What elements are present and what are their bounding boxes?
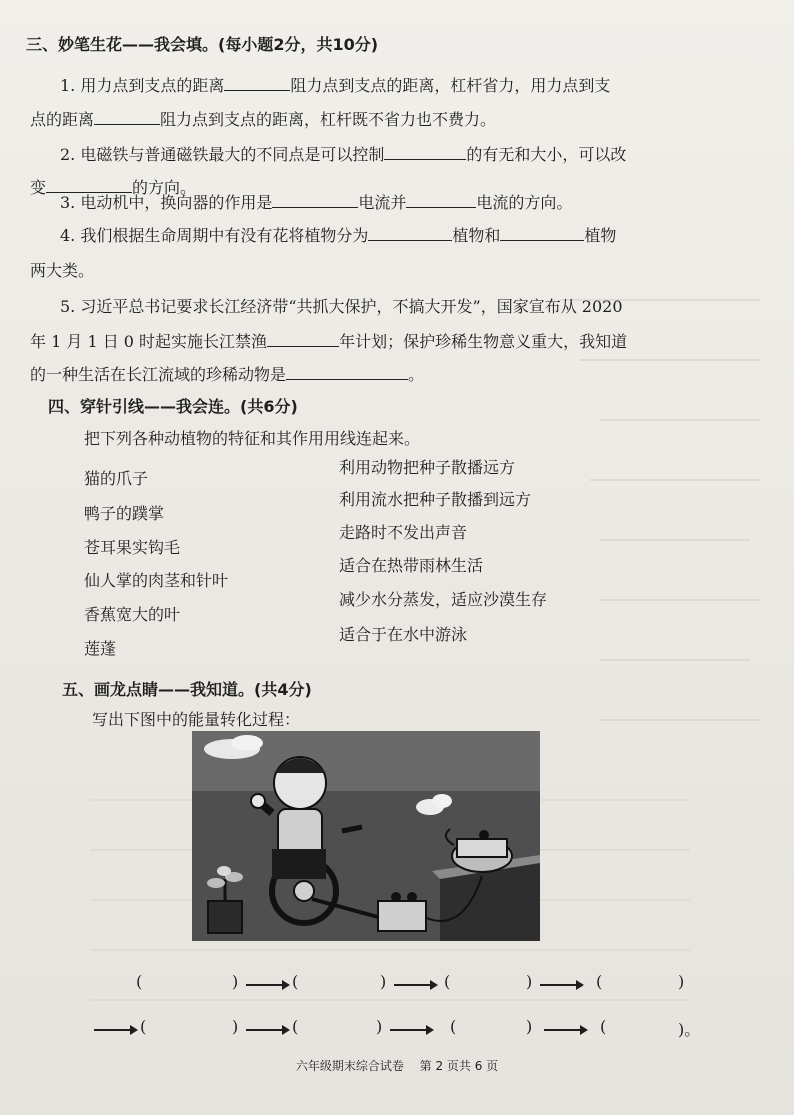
- footer-page-number: 第 2 页共 6 页: [419, 1059, 499, 1073]
- arrow-right-icon: [390, 1029, 430, 1031]
- footer-exam-name: 六年级期末综合试卷: [295, 1059, 404, 1073]
- chain-open-paren: (: [450, 1017, 457, 1036]
- chain-open-paren: (: [292, 1017, 299, 1036]
- energy-conversion-illustration: [192, 731, 540, 941]
- answer-blank[interactable]: [384, 143, 466, 160]
- match-right-item[interactable]: 走路时不发出声音: [339, 523, 468, 542]
- q4-text-c: 植物: [584, 226, 617, 245]
- q3-text-b: 电流并: [358, 193, 407, 212]
- match-left-item[interactable]: 鸭子的蹼掌: [84, 504, 165, 523]
- arrow-right-icon: [246, 1029, 286, 1031]
- section5-heading: 五、画龙点睛——我知道。(共4分): [62, 680, 312, 699]
- match-right-item[interactable]: 利用动物把种子散播远方: [339, 458, 516, 477]
- match-left-item[interactable]: 仙人掌的肉茎和针叶: [84, 571, 229, 590]
- q5-text-c: 年计划；保护珍稀生物意义重大，我知道: [339, 332, 628, 351]
- answer-blank[interactable]: [406, 191, 476, 208]
- section4-instruction: 把下列各种动植物的特征和其作用用线连起来。: [84, 429, 421, 448]
- answer-blank[interactable]: [272, 191, 358, 208]
- answer-blank[interactable]: [94, 108, 160, 125]
- section4-heading: 四、穿针引线——我会连。(共6分): [48, 397, 298, 416]
- boy-bicycle-generator-kettle-icon: [192, 731, 540, 941]
- chain-close-paren: ): [678, 972, 685, 991]
- match-left-item[interactable]: 猫的爪子: [84, 469, 149, 488]
- match-right-item[interactable]: 利用流水把种子散播到远方: [339, 490, 532, 509]
- match-left-item[interactable]: 香蕉宽大的叶: [84, 605, 181, 624]
- question-3-4-line1: [60, 224, 616, 247]
- answer-blank[interactable]: [224, 74, 290, 91]
- question-3-1-line1: [60, 74, 610, 97]
- question-3-2-line1: [60, 143, 626, 166]
- chain-end-paren: )。: [678, 1020, 701, 1039]
- match-right-item[interactable]: 减少水分蒸发，适应沙漠生存: [339, 590, 548, 609]
- arrow-right-icon: [544, 1029, 584, 1031]
- section3-heading: 三、妙笔生花——我会填。(每小题2分，共10分): [26, 35, 379, 54]
- chain-open-paren: (: [444, 972, 451, 991]
- chain-open-paren: (: [292, 972, 299, 991]
- question-3-4-line2: 两大类。: [30, 261, 95, 280]
- answer-blank[interactable]: [368, 224, 452, 241]
- q1-text-a: 1. 用力点到支点的距离: [60, 76, 225, 95]
- arrow-right-icon: [246, 984, 286, 986]
- question-3-1-line2: [30, 108, 496, 131]
- q2-text-b: 的有无和大小，可以改: [466, 145, 627, 164]
- match-right-item[interactable]: 适合于在水中游泳: [339, 625, 468, 644]
- q1-text-c: 点的距离: [30, 110, 95, 129]
- question-3-5-line2: [30, 330, 627, 353]
- q3-text-a: 3. 电动机中，换向器的作用是: [60, 193, 273, 212]
- question-3-5-line3: [30, 363, 424, 386]
- page-footer: [0, 1057, 794, 1074]
- question-3-5-line1: 5. 习近平总书记要求长江经济带“共抓大保护，不搞大开发”，国家宣布从 2020: [60, 297, 623, 316]
- chain-close-paren: ): [232, 972, 239, 991]
- chain-open-paren: (: [140, 1017, 147, 1036]
- q5-text-e: 。: [408, 365, 425, 384]
- q5-text-b: 年 1 月 1 日 0 时起实施长江禁渔: [30, 332, 268, 351]
- q2-text-c: 变: [30, 178, 47, 197]
- q4-text-a: 4. 我们根据生命周期中有没有花将植物分为: [60, 226, 369, 245]
- answer-blank[interactable]: [500, 224, 584, 241]
- question-3-3: [60, 191, 572, 214]
- arrow-right-icon: [540, 984, 580, 986]
- q5-text-d: 的一种生活在长江流域的珍稀动物是: [30, 365, 287, 384]
- answer-blank[interactable]: [267, 330, 339, 347]
- chain-open-paren: (: [136, 972, 143, 991]
- answer-blank[interactable]: [286, 363, 408, 380]
- q4-text-b: 植物和: [452, 226, 501, 245]
- match-right-item[interactable]: 适合在热带雨林生活: [339, 556, 484, 575]
- chain-close-paren: ): [232, 1017, 239, 1036]
- q1-text-b: 阻力点到支点的距离，杠杆省力，用力点到支: [290, 76, 611, 95]
- q2-text-a: 2. 电磁铁与普通磁铁最大的不同点是可以控制: [60, 145, 385, 164]
- chain-close-paren: ): [380, 972, 387, 991]
- arrow-right-icon: [94, 1029, 134, 1031]
- q3-text-c: 电流的方向。: [476, 193, 573, 212]
- chain-open-paren: (: [596, 972, 603, 991]
- chain-close-paren: ): [376, 1017, 383, 1036]
- chain-close-paren: ): [526, 972, 533, 991]
- match-left-item[interactable]: 苍耳果实钩毛: [84, 538, 181, 557]
- chain-open-paren: (: [600, 1017, 607, 1036]
- arrow-right-icon: [394, 984, 434, 986]
- chain-close-paren: ): [526, 1017, 533, 1036]
- match-left-item[interactable]: 莲蓬: [84, 639, 117, 658]
- section5-instruction: 写出下图中的能量转化过程：: [92, 710, 301, 729]
- q2-text-d: 的方向。: [132, 178, 197, 197]
- q1-text-d: 阻力点到支点的距离，杠杆既不省力也不费力。: [160, 110, 497, 129]
